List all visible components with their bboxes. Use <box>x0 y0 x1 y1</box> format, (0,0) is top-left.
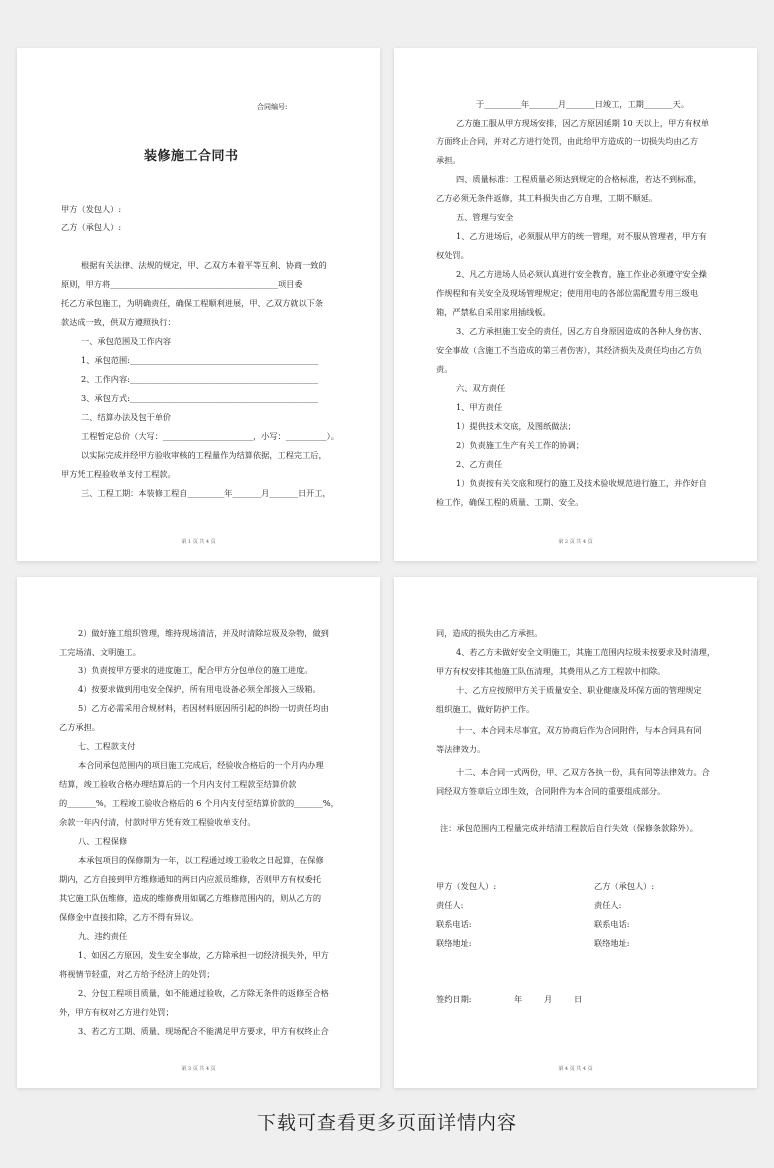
text-line: 2）做好施工组织管理，维持现场清洁，并及时清除垃圾及杂物，做到 <box>78 628 329 638</box>
contract-page-4 <box>394 577 757 1088</box>
text-line: 2、乙方责任 <box>456 459 503 469</box>
text-line: 期内，乙方自接到甲方维修通知的两日内应派员维修，否则甲方有权委托 <box>59 874 322 884</box>
contract-page-2 <box>394 48 757 561</box>
text-line: 款达成一致，供双方遵照执行： <box>61 317 176 327</box>
text-line: 安全事故（含施工不当造成的第三者伤害），其经济损失及责任均由乙方负 <box>436 345 703 355</box>
text-line: 结算，竣工验收合格办理结算后的一个月内支付工程款至结算价款 <box>59 779 297 789</box>
text-line: 2、分包工程项目质量，如不能通过验收，乙方除无条件的返修至合格 <box>78 988 329 998</box>
text-line: 作规程和有关安全及现场管理规定；使用用电的各部位需配置专用三级电 <box>436 288 699 298</box>
party-b-label: 乙方（承包人）: <box>594 881 655 891</box>
text-line: 承担。 <box>436 155 461 165</box>
contract-title: 装修施工合同书 <box>144 149 239 164</box>
text-line: 托乙方承包施工，为明确责任，确保工程顺利进展，甲、乙双方就以下条 <box>61 298 324 308</box>
text-line: 十一、本合同未尽事宜，双方协商后作为合同附件，与本合同具有同 <box>456 725 702 735</box>
party-a-label: 甲方（发包人）: <box>436 881 497 891</box>
text-line: 2、凡乙方进场人员必须认真进行安全教育，施工作业必须遵守安全操 <box>456 269 707 279</box>
text-line: 乙方必须无条件返修，其工料损失由乙方自理，工期不顺延。 <box>436 193 658 203</box>
text-line: 同经双方签章后立即生效，合同附件为本合同的重要组成部分。 <box>436 786 666 796</box>
text-line: 2、工作内容:______________________________________________ <box>81 374 319 384</box>
party-a-responsible: 责任人: <box>436 900 464 910</box>
page-footer: 第 1 页 共 4 页 <box>181 539 216 545</box>
party-a-phone: 联系电话: <box>436 919 472 929</box>
contract-number-label: 合同编号: <box>257 103 288 111</box>
text-line: 5）乙方必需采用合规材料，若因材料原因所引起的纠纷一切责任均由 <box>78 703 329 713</box>
text-line: 1、如因乙方原因，发生安全事故，乙方除承担一切经济损失外，甲方 <box>78 950 329 960</box>
sign-date-year: 年 <box>514 994 523 1004</box>
party-b-responsible: 责任人: <box>594 900 622 910</box>
text-line: 1、乙方进场后，必须服从甲方的统一管理，对不服从管理者，甲方有 <box>456 231 707 241</box>
page-footer: 第 3 页 共 4 页 <box>181 1066 216 1072</box>
page-footer: 第 2 页 共 4 页 <box>558 539 593 545</box>
text-line: 乙方承担。 <box>59 722 100 732</box>
sign-date-month: 月 <box>544 994 553 1004</box>
text-line: 甲方有权安排其他施工队伍清理，其费用从乙方工程款中扣除。 <box>436 666 666 676</box>
text-line: 方面终止合同，并对乙方进行处罚，由此给甲方造成的一切损失均由乙方 <box>436 136 699 146</box>
text-line: 1、甲方责任 <box>456 402 503 412</box>
text-line: 外，甲方有权对乙方进行处罚； <box>59 1007 174 1017</box>
text-line: 其它施工队伍维修，造成的维修费用如属乙方维修范围内的，则从乙方的 <box>59 893 322 903</box>
text-line: 3、若乙方工期、质量、现场配合不能满足甲方要求，甲方有权终止合 <box>78 1026 329 1036</box>
text-line: 4、若乙方未做好安全文明施工，其施工范围内垃圾未按要求及时清理， <box>456 647 716 657</box>
text-line: 责。 <box>436 364 453 374</box>
text-line: 于_________年_______月_______日竣工，工期_______天。 <box>476 99 689 109</box>
page-footer: 第 4 页 共 4 页 <box>558 1066 593 1072</box>
note-line: 注：承包范围内工程量完成并结清工程款后自行失效（保修条款除外）。 <box>440 823 698 833</box>
sign-date-label: 签约日期: <box>436 994 472 1004</box>
text-line: 四、质量标准：工程质量必须达到规定的合格标准，若达不到标准， <box>456 174 702 184</box>
text-line: 乙方施工服从甲方现场安排，因乙方原因延期 10 天以上，甲方有权单 <box>456 118 710 128</box>
text-line: 原则，甲方将_________________________________________项目委 <box>61 279 303 289</box>
text-line: 3、乙方承担施工安全的责任，因乙方自身原因造成的各种人身伤害、 <box>456 326 707 336</box>
text-line: 组织施工，做好防护工作。 <box>436 704 535 714</box>
section-heading: 九、违约责任 <box>78 931 128 941</box>
text-line: 的_______%，工程竣工验收合格后的 6 个月内支付至结算价款的_______%， <box>59 798 339 808</box>
party-b-phone: 联系电话: <box>594 919 630 929</box>
text-line: 保修金中直接扣除，乙方不得有异议。 <box>59 912 199 922</box>
text-line: 1）负责按有关交底和现行的施工及技术验收规范进行施工，并作好自 <box>456 478 707 488</box>
text-line: 甲方（发包人）: <box>61 204 122 214</box>
text-line: 1）提供技术交底，及图纸做法； <box>456 421 576 431</box>
text-line: 权处罚。 <box>436 250 469 260</box>
text-line: 乙方（承包人）: <box>61 222 122 232</box>
download-caption[interactable]: 下载可查看更多页面详情内容 <box>256 1112 517 1134</box>
text-line: 工程暂定总价（大写：______________________，小写：__________）。 <box>81 431 339 441</box>
text-line: 本合同承包范围内的项目施工完成后，经验收合格后的一个月内办理 <box>78 760 324 770</box>
text-line: 余款一年内付清，付款时甲方凭有效工程验收单支付。 <box>59 817 256 827</box>
text-line: 等法律效力。 <box>436 744 486 754</box>
text-line: 十二、本合同一式两份，甲、乙双方各执一份，具有同等法律效力。合 <box>456 767 710 777</box>
section-heading: 七、工程款支付 <box>78 741 136 751</box>
contract-page-1 <box>17 48 380 561</box>
text-line: 检工作，确保工程的质量、工期、安全。 <box>436 497 584 507</box>
sign-date-day: 日 <box>574 994 583 1004</box>
text-line: 以实际完成并经甲方验收审核的工程量作为结算依据，工程完工后， <box>81 450 327 460</box>
text-line: 甲方凭工程验收单支付工程款。 <box>61 469 176 479</box>
text-line: 4）按要求做到用电安全保护，所有用电设备必须全部接入三级箱。 <box>78 684 321 694</box>
text-line: 3、承包方式:______________________________________________ <box>81 393 319 403</box>
section-heading: 二、结算办法及包干单价 <box>81 412 172 422</box>
section-heading: 五、管理与安全 <box>456 212 514 222</box>
text-line: 1、承包范围:______________________________________________ <box>81 355 319 365</box>
text-line: 2）负责施工生产有关工作的协调； <box>456 440 585 450</box>
section-heading: 六、双方责任 <box>456 383 506 393</box>
party-b-address: 联络地址: <box>594 938 630 948</box>
text-line: 3）负责按甲方要求的进度施工，配合甲方分包单位的施工进度。 <box>78 665 313 675</box>
text-line: 根据有关法律、法规的规定，甲、乙双方本着平等互利、协商一致的 <box>81 260 327 270</box>
text-line: 工完场清、文明施工。 <box>59 647 141 657</box>
text-line: 本承包项目的保修期为一年，以工程通过竣工验收之日起算，在保修 <box>78 855 324 865</box>
text-line: 将视情节轻重，对乙方给予经济上的处罚； <box>59 969 215 979</box>
contract-page-3 <box>17 577 380 1088</box>
party-a-address: 联络地址: <box>436 938 472 948</box>
section-heading: 一、承包范围及工作内容 <box>81 336 172 346</box>
text-line: 三、工程工期：本装修工程自_________年_______月_______日开工， <box>81 488 331 498</box>
text-line: 十、乙方应按照甲方关于质量安全、职业健康及环保方面的管理规定 <box>456 685 702 695</box>
text-line: 同，造成的损失由乙方承担。 <box>436 628 543 638</box>
text-line: 箱，严禁私自采用家用插线板。 <box>436 307 551 317</box>
section-heading: 八、工程保修 <box>78 836 128 846</box>
